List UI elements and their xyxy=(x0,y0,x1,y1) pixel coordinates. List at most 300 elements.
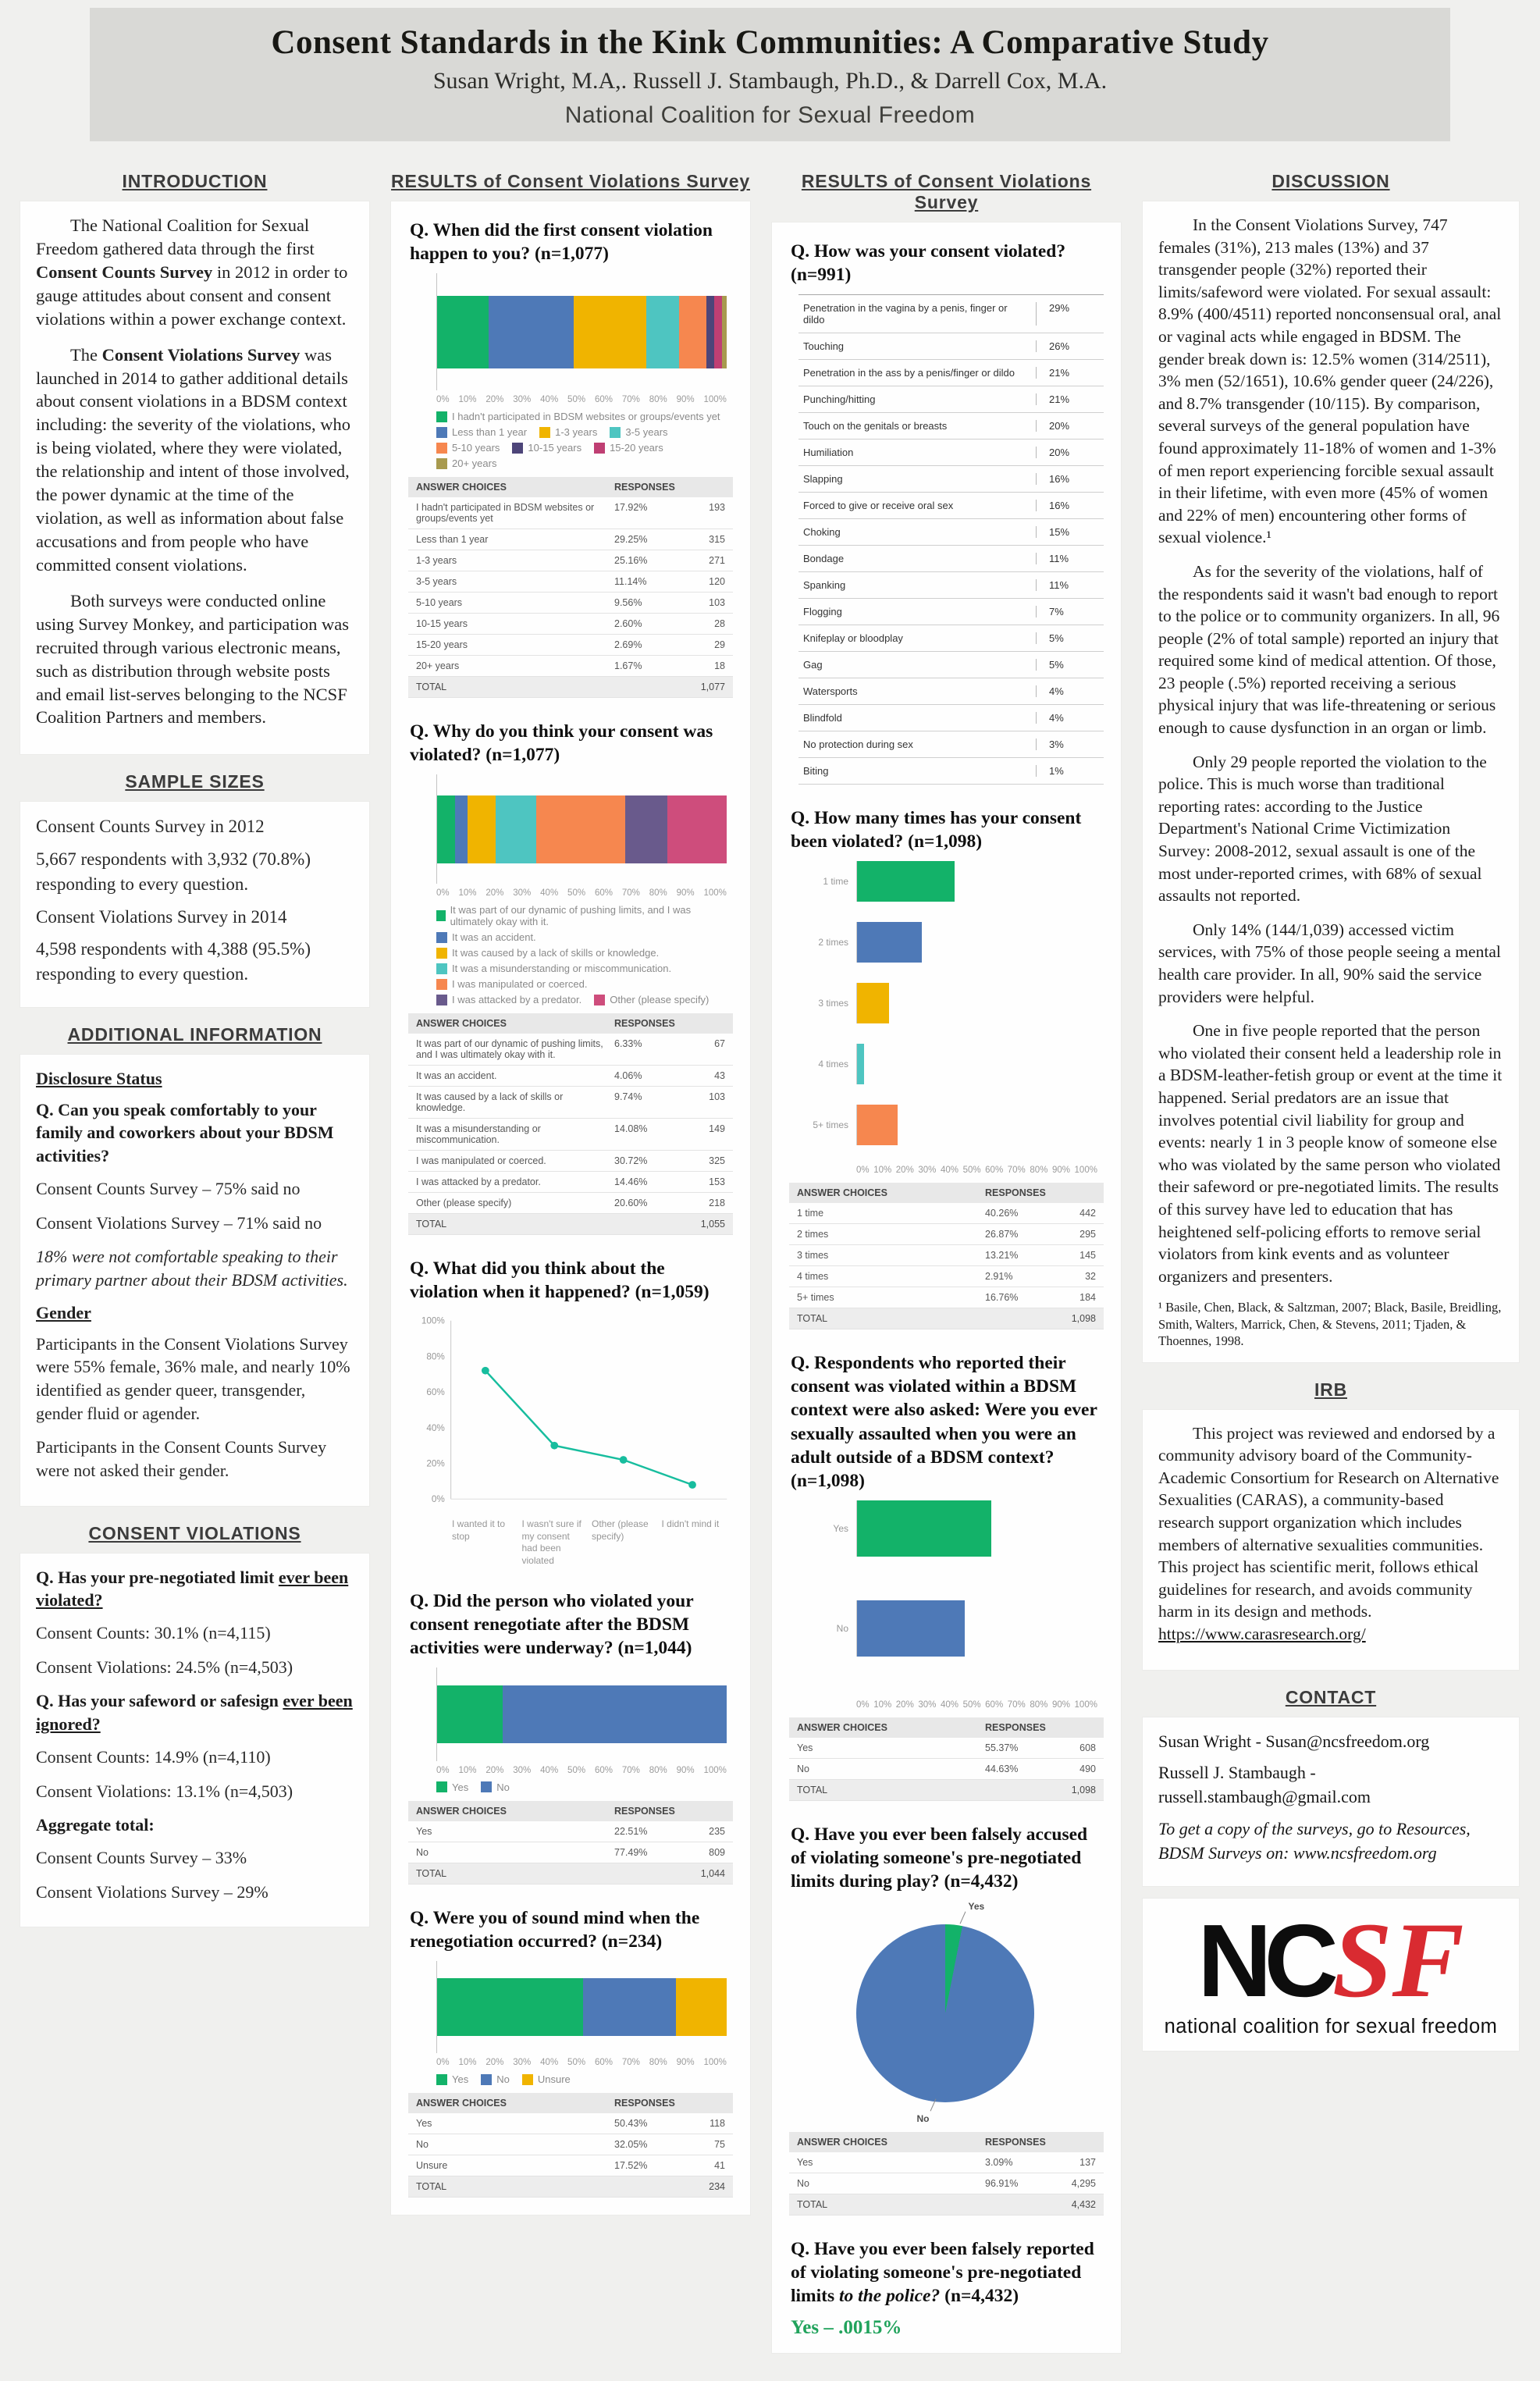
legend-item xyxy=(436,947,659,959)
violation-type-percent: 21% xyxy=(1036,393,1099,405)
legend-item xyxy=(594,994,709,1005)
axis-tick-label: 60% xyxy=(594,395,613,405)
legend-swatch-icon xyxy=(436,1781,447,1792)
bar-segment xyxy=(676,1978,727,2035)
answer-count: 41 xyxy=(714,2160,725,2172)
bar-segment xyxy=(489,296,574,368)
violation-type-percent: 5% xyxy=(1036,632,1099,644)
violation-type-percent: 11% xyxy=(1036,553,1099,564)
legend-swatch-icon xyxy=(481,1781,492,1792)
axis-tick-label: 100% xyxy=(703,1765,727,1775)
violation-type-label: Slapping xyxy=(803,473,843,486)
introduction-paragraph xyxy=(36,589,354,730)
axis-tick-label: 0% xyxy=(856,1699,870,1710)
axis-tick-label: 20% xyxy=(485,395,504,405)
answer-label: 2 times xyxy=(797,1229,829,1240)
x-axis xyxy=(856,1700,1097,1710)
bar-track xyxy=(856,1105,1099,1145)
poster-authors: Susan Wright, M.A,. Russell J. Stambaugh, Ph.D., & Darrell Cox, M.A. xyxy=(432,68,1108,94)
svg-text:80%: 80% xyxy=(426,1351,445,1362)
contact-line: Russell J. Stambaugh - russell.stambaugh@gmail.com xyxy=(1158,1763,1371,1807)
svg-text:20%: 20% xyxy=(426,1458,445,1469)
answer-percent: 2.91% xyxy=(985,1271,1013,1283)
violation-type-label: Gag xyxy=(803,659,823,671)
answer-percent: 32.05% xyxy=(614,2139,648,2151)
violation-type-percent: 3% xyxy=(1036,739,1099,750)
table-total-row xyxy=(789,2194,1104,2216)
legend-item xyxy=(436,457,496,469)
answer-count: 75 xyxy=(714,2139,725,2151)
answer-label: 3-5 years xyxy=(416,576,457,588)
x-axis xyxy=(436,888,727,898)
results-card-2 xyxy=(772,222,1121,2353)
column-introduction xyxy=(20,154,369,1927)
bar-segment xyxy=(667,795,727,863)
answer-label: No xyxy=(797,2178,809,2190)
violation-type-percent: 7% xyxy=(1036,606,1099,617)
total-value: 1,044 xyxy=(700,1867,725,1879)
table-total-row xyxy=(789,1308,1104,1329)
axis-tick-label: 10% xyxy=(873,1699,892,1710)
axis-tick-label: 80% xyxy=(649,2058,667,2068)
answer-count: 103 xyxy=(709,1091,725,1103)
table-row xyxy=(798,731,1104,758)
x-axis xyxy=(436,395,727,404)
answer-count: 120 xyxy=(709,576,725,588)
violation-type-percent: 15% xyxy=(1036,526,1099,538)
sample-size-line: 5,667 respondents with 3,932 (70.8%) responding to every question. xyxy=(36,849,311,894)
table-row xyxy=(798,599,1104,625)
table-row xyxy=(408,529,733,550)
answer-count: 295 xyxy=(1079,1229,1096,1240)
answer-count: 153 xyxy=(709,1176,725,1188)
table-row xyxy=(789,1245,1104,1266)
table-row xyxy=(798,546,1104,572)
legend-item xyxy=(436,931,536,943)
legend-item xyxy=(436,426,527,438)
category-label: 4 times xyxy=(818,1059,848,1070)
legend-swatch-icon xyxy=(436,411,447,422)
answer-percent: 29.25% xyxy=(614,534,648,546)
legend-swatch-icon xyxy=(436,2074,447,2085)
answer-percent: 25.16% xyxy=(614,555,648,567)
question-title: Q. Have you ever been falsely accused of violating someone's pre-negotiated limits during play? (n=4,432) xyxy=(791,1824,1088,1892)
legend-label: Other (please specify) xyxy=(610,994,710,1006)
category-label: I wanted it to stop xyxy=(452,1518,506,1542)
bar-segment xyxy=(714,296,722,368)
axis-tick-label: 20% xyxy=(895,1166,914,1176)
answer-count: 809 xyxy=(709,1846,725,1858)
violation-types-table xyxy=(798,294,1104,785)
category-label: I wasn't sure if my consent had been violated xyxy=(521,1518,582,1567)
limit-violated-result: Consent Counts: 30.1% (n=4,115) xyxy=(36,1623,271,1643)
total-label: TOTAL xyxy=(797,1313,828,1325)
answer-percent: 20.60% xyxy=(614,1198,648,1209)
total-label: TOTAL xyxy=(416,1219,447,1230)
text-segment: in 2012 in order to gauge attitudes about consent and consent violations within a power exchange context. xyxy=(36,262,348,329)
contact-line: Susan Wright - Susan@ncsfreedom.org xyxy=(1158,1731,1430,1751)
answer-table xyxy=(408,1801,733,1885)
axis-tick-label: 40% xyxy=(540,1765,559,1775)
axis-tick-label: 90% xyxy=(676,2058,695,2068)
axis-tick-label: 0% xyxy=(436,2058,450,2068)
axis-tick-label: 40% xyxy=(540,888,559,899)
table-row xyxy=(789,2152,1104,2173)
table-row xyxy=(408,550,733,571)
table-row xyxy=(408,1119,733,1151)
table-row xyxy=(789,1738,1104,1759)
text-segment: Q. Has your safeword or safesign xyxy=(36,1691,283,1711)
caras-link[interactable]: https://www.carasresearch.org/ xyxy=(1158,1624,1366,1643)
violation-type-label: Penetration in the vagina by a penis, finger or dildo xyxy=(803,302,1008,326)
axis-tick-label: 30% xyxy=(918,1166,937,1176)
answer-percent: 9.74% xyxy=(614,1091,642,1103)
sample-sizes-card xyxy=(20,802,369,1006)
introduction-paragraph xyxy=(36,343,354,577)
violation-type-label: Forced to give or receive oral sex xyxy=(803,500,954,512)
bar-segment xyxy=(646,296,678,368)
axis-tick-label: 10% xyxy=(873,1166,892,1176)
table-row xyxy=(798,678,1104,705)
horizontal-bar-chart xyxy=(788,861,1099,1145)
answer-percent: 4.06% xyxy=(614,1070,642,1082)
bar-segment xyxy=(437,1978,583,2035)
consent-violations-card xyxy=(20,1554,369,1927)
answer-label: Yes xyxy=(416,1825,432,1837)
axis-tick-label: 20% xyxy=(895,1699,914,1710)
pie-slice-label-yes: Yes xyxy=(968,1901,985,1913)
bar-track xyxy=(856,1044,1099,1084)
poster-header xyxy=(90,8,1450,141)
legend-item xyxy=(481,1781,510,1793)
legend-item xyxy=(436,978,587,990)
answer-table xyxy=(789,1717,1104,1801)
answer-label: It was caused by a lack of skills or knowledge. xyxy=(416,1091,564,1114)
answer-count: 145 xyxy=(1079,1250,1096,1262)
answer-label: It was part of our dynamic of pushing limits, and I was ultimately okay with it. xyxy=(416,1038,603,1061)
violation-type-percent: 20% xyxy=(1036,420,1099,432)
axis-tick-label: 90% xyxy=(676,888,695,899)
discussion-paragraph: As for the severity of the violations, half of the respondents said it wasn't bad enough to report to the police or to community organizers. In all, 96 people (2% of total sample) reported an injury that required some kind of medical attention. Of those, 23 people (.5%) reported receiving a serious physical injury that was life-threatening or serious enough to cause dysfunction in an organ or limb. xyxy=(1158,561,1500,738)
text-segment: ever been ignored? xyxy=(36,1691,353,1735)
column-header-answer-choices: ANSWER CHOICES xyxy=(416,1805,507,1817)
table-row xyxy=(798,625,1104,652)
violation-type-label: Touching xyxy=(803,340,845,353)
total-label: TOTAL xyxy=(416,682,447,693)
poster-title: Consent Standards in the Kink Communities: A Comparative Study xyxy=(271,24,1269,61)
additional-information-card xyxy=(20,1055,369,1506)
axis-tick-label: 100% xyxy=(703,395,727,405)
column-header-answer-choices: ANSWER CHOICES xyxy=(416,482,507,493)
answer-label: 3 times xyxy=(797,1250,829,1262)
answer-count: 315 xyxy=(709,534,725,546)
table-row xyxy=(789,1224,1104,1245)
legend-swatch-icon xyxy=(512,443,523,454)
bar-segment xyxy=(706,296,714,368)
axis-tick-label: 70% xyxy=(1007,1699,1026,1710)
bar-track xyxy=(856,983,1099,1023)
answer-count: 29 xyxy=(714,639,725,651)
sample-size-line: Consent Violations Survey in 2014 xyxy=(36,906,287,927)
legend-swatch-icon xyxy=(436,948,447,959)
answer-percent: 16.76% xyxy=(985,1292,1019,1304)
axis-tick-label: 0% xyxy=(436,888,450,899)
legend-item xyxy=(539,426,597,438)
violation-type-label: No protection during sex xyxy=(803,739,913,751)
pie-leader-line xyxy=(959,1912,966,1924)
bar xyxy=(857,922,922,963)
introduction-heading: INTRODUCTION xyxy=(122,171,268,191)
table-row xyxy=(408,1842,733,1863)
legend-label: It was a misunderstanding or miscommunication. xyxy=(452,963,672,975)
axis-tick-label: 50% xyxy=(567,888,586,899)
legend-label: 10-15 years xyxy=(528,442,582,454)
bar xyxy=(857,1105,898,1145)
violation-type-label: Blindfold xyxy=(803,712,842,724)
legend-swatch-icon xyxy=(594,995,605,1005)
x-axis xyxy=(436,2058,727,2067)
irb-heading: IRB xyxy=(1314,1379,1347,1400)
answer-percent: 22.51% xyxy=(614,1825,648,1837)
sample-size-line: Consent Counts Survey in 2012 xyxy=(36,817,265,837)
irb-text xyxy=(1158,1422,1503,1646)
table-row xyxy=(789,1759,1104,1780)
answer-label: No xyxy=(416,2139,429,2151)
violation-type-percent: 4% xyxy=(1036,685,1099,697)
table-row xyxy=(798,493,1104,519)
column-header-answer-choices: ANSWER CHOICES xyxy=(797,1187,887,1199)
answer-label: 5-10 years xyxy=(416,597,463,609)
total-label: TOTAL xyxy=(416,1867,447,1879)
total-label: TOTAL xyxy=(797,1784,828,1796)
legend-label: 15-20 years xyxy=(610,442,663,454)
legend-label: Less than 1 year xyxy=(452,426,528,439)
stacked-bar-plot xyxy=(436,1667,727,1761)
answer-label: I was manipulated or coerced. xyxy=(416,1155,546,1167)
answer-percent: 9.56% xyxy=(614,597,642,609)
bar xyxy=(857,1044,864,1084)
axis-tick-label: 10% xyxy=(458,888,477,899)
aggregate-total-result: Consent Counts Survey – 33% xyxy=(36,1847,247,1867)
legend-item xyxy=(436,963,671,974)
answer-label: It was a misunderstanding or miscommunication. xyxy=(416,1123,541,1146)
table-row xyxy=(408,1066,733,1087)
bar-row xyxy=(788,983,1099,1023)
axis-tick-label: 70% xyxy=(621,2058,640,2068)
logo-sf-text: SF xyxy=(1332,1899,1464,2020)
table-total-row xyxy=(789,1780,1104,1801)
axis-tick-label: 40% xyxy=(540,2058,559,2068)
table-header-row xyxy=(408,1801,733,1821)
table-row xyxy=(408,497,733,529)
question-title: Q. What did you think about the violation when it happened? (n=1,059) xyxy=(410,1258,710,1303)
category-label: Yes xyxy=(833,1522,848,1534)
table-row xyxy=(798,705,1104,731)
table-row xyxy=(408,1087,733,1119)
question-title: Q. Did the person who violated your consent renegotiate after the BDSM activities were underway? (n=1,044) xyxy=(410,1590,694,1658)
answer-label: 10-15 years xyxy=(416,618,468,630)
discussion-paragraph: Only 14% (144/1,039) accessed victim services, with 75% of those people seeing a mental health care provider. In all, 90% said the service providers were helpful. xyxy=(1158,920,1501,1006)
table-row xyxy=(408,571,733,593)
legend-label: I was manipulated or coerced. xyxy=(452,978,588,991)
column-header-answer-choices: ANSWER CHOICES xyxy=(416,1018,507,1030)
gender-paragraph: Participants in the Consent Counts Survey were not asked their gender. xyxy=(36,1437,327,1481)
violation-type-percent: 5% xyxy=(1036,659,1099,671)
answer-label: I hadn't participated in BDSM websites or groups/events yet xyxy=(416,502,595,525)
answer-count: 490 xyxy=(1079,1763,1096,1774)
total-label: TOTAL xyxy=(416,2181,447,2193)
table-row xyxy=(798,413,1104,440)
axis-tick-label: 90% xyxy=(676,1765,695,1775)
table-row xyxy=(408,2113,733,2134)
legend-item xyxy=(436,904,733,927)
answer-percent: 55.37% xyxy=(985,1742,1019,1753)
limit-violated-question xyxy=(36,1566,354,1612)
table-row xyxy=(408,635,733,656)
table-header-row xyxy=(408,2093,733,2113)
answer-label: Yes xyxy=(416,2118,432,2130)
column-results-2 xyxy=(772,154,1121,2353)
axis-tick-label: 10% xyxy=(458,395,477,405)
contact-italic-note: To get a copy of the surveys, go to Resources, BDSM Surveys on: www.ncsfreedom.org xyxy=(1158,1818,1471,1863)
question-title: Q. How many times has your consent been violated? (n=1,098) xyxy=(791,808,1082,852)
table-row xyxy=(789,2173,1104,2194)
category-label: 3 times xyxy=(818,998,848,1009)
total-label: TOTAL xyxy=(797,2199,828,2211)
legend-item xyxy=(481,2073,510,2085)
legend-label: Yes xyxy=(452,1781,469,1793)
bar-segment xyxy=(496,795,536,863)
disclosure-status-subheading: Disclosure Status xyxy=(36,1068,162,1088)
answer-label: Yes xyxy=(797,1742,813,1753)
answer-percent: 3.09% xyxy=(985,2157,1013,2169)
answer-label: 1-3 years xyxy=(416,555,457,567)
ncsf-logo-mark xyxy=(1147,1899,1514,2020)
bar-track xyxy=(856,1600,1099,1657)
bar-track xyxy=(856,1500,1099,1557)
sample-size-line: 4,598 respondents with 4,388 (95.5%) responding to every question. xyxy=(36,939,311,984)
table-row xyxy=(798,386,1104,413)
discussion-paragraph: Only 29 people reported the violation to the police. This is much worse than traditional reporting rates: according to the Justice Department's National Crime Victimization Survey: 2008-2012, sexual assault is one of the most under-reported crimes, with 68% of sexual assaults not reported. xyxy=(1158,752,1487,906)
axis-tick-label: 70% xyxy=(1007,1166,1026,1176)
text-segment: Q. Have you ever been falsely reported of violating someone's pre-negotiated limits xyxy=(791,2239,1094,2307)
table-row xyxy=(408,593,733,614)
legend-label: It was an accident. xyxy=(452,931,536,944)
answer-count: 193 xyxy=(709,502,725,514)
axis-tick-label: 100% xyxy=(703,2058,727,2068)
line-chart xyxy=(407,1312,734,1514)
gender-subheading: Gender xyxy=(36,1302,91,1322)
legend-item xyxy=(436,994,582,1005)
question-title: Q. Why do you think your consent was violated? (n=1,077) xyxy=(410,721,713,766)
legend-swatch-icon xyxy=(539,427,550,438)
bar-segment xyxy=(437,795,455,863)
column-header-responses: RESPONSES xyxy=(614,1805,675,1817)
table-row xyxy=(408,656,733,677)
line-chart-category-labels xyxy=(452,1518,731,1567)
table-row xyxy=(408,2134,733,2155)
table-total-row xyxy=(408,2176,733,2198)
answer-count: 271 xyxy=(709,555,725,567)
discussion-footnote: ¹ Basile, Chen, Black, & Saltzman, 2007; Black, Basile, Breidling, Smith, Walters, Marrick, Chen, & Stevens, 2011; Tjaden, & Thoennes, 1998. xyxy=(1158,1300,1502,1349)
legend-item xyxy=(436,2073,468,2085)
table-row xyxy=(798,333,1104,360)
legend-swatch-icon xyxy=(436,443,447,454)
legend-label: 1-3 years xyxy=(555,426,598,439)
answer-label: 15-20 years xyxy=(416,639,468,651)
table-header-row xyxy=(408,1013,733,1034)
horizontal-bar-chart xyxy=(788,1500,1099,1657)
poster-organization: National Coalition for Sexual Freedom xyxy=(564,102,976,128)
bar-track xyxy=(856,861,1099,902)
axis-tick-label: 80% xyxy=(1030,1166,1048,1176)
bar-row xyxy=(788,1105,1099,1145)
answer-count: 67 xyxy=(714,1038,725,1050)
total-value: 1,098 xyxy=(1071,1313,1096,1325)
legend-swatch-icon xyxy=(436,979,447,990)
axis-tick-label: 30% xyxy=(918,1699,937,1710)
question-title: Q. How was your consent violated? (n=991) xyxy=(791,241,1066,286)
column-header-responses: RESPONSES xyxy=(614,2098,675,2109)
bar-segment xyxy=(625,795,667,863)
results-card-1 xyxy=(391,201,750,2215)
sample-sizes-heading: SAMPLE SIZES xyxy=(125,771,265,792)
violation-type-label: Knifeplay or bloodplay xyxy=(803,632,903,645)
stacked-bar xyxy=(437,1685,727,1743)
table-row xyxy=(798,440,1104,466)
text-segment: to the police? xyxy=(839,2286,941,2307)
bar xyxy=(857,1500,991,1557)
total-value: 1,055 xyxy=(700,1219,725,1230)
x-axis xyxy=(436,1766,727,1775)
table-row xyxy=(408,1172,733,1193)
column-header-answer-choices: ANSWER CHOICES xyxy=(797,2137,887,2148)
violation-type-percent: 29% xyxy=(1036,302,1099,326)
answer-percent: 6.33% xyxy=(614,1038,642,1050)
legend-swatch-icon xyxy=(610,427,621,438)
axis-tick-label: 0% xyxy=(436,1765,450,1775)
violation-type-label: Penetration in the ass by a penis/finger or dildo xyxy=(803,367,1015,379)
answer-percent: 14.08% xyxy=(614,1123,648,1135)
axis-tick-label: 30% xyxy=(513,2058,532,2068)
axis-tick-label: 50% xyxy=(962,1699,981,1710)
axis-tick-label: 30% xyxy=(513,1765,532,1775)
answer-label: 4 times xyxy=(797,1271,829,1283)
axis-tick-label: 20% xyxy=(485,2058,504,2068)
column-header-answer-choices: ANSWER CHOICES xyxy=(797,1721,887,1733)
axis-tick-label: 30% xyxy=(513,888,532,899)
contact-heading: CONTACT xyxy=(1285,1686,1377,1707)
answer-count: 4,295 xyxy=(1071,2178,1096,2190)
legend-swatch-icon xyxy=(594,443,605,454)
answer-count: 43 xyxy=(714,1070,725,1082)
category-label: Other (please specify) xyxy=(592,1518,649,1542)
axis-tick-label: 60% xyxy=(594,1765,613,1775)
contact-card xyxy=(1143,1717,1519,1886)
answer-count: 149 xyxy=(709,1123,725,1135)
axis-tick-label: 90% xyxy=(676,395,695,405)
answer-count: 28 xyxy=(714,618,725,630)
table-row xyxy=(789,1203,1104,1224)
answer-table xyxy=(408,477,733,698)
legend-label: It was caused by a lack of skills or knowledge. xyxy=(452,947,660,959)
text-segment: (n=4,432) xyxy=(940,2286,1019,2307)
bar-row xyxy=(788,922,1099,963)
category-label: 5+ times xyxy=(813,1119,848,1131)
column-header-answer-choices: ANSWER CHOICES xyxy=(416,2098,507,2109)
table-header-row xyxy=(789,2132,1104,2152)
answer-percent: 13.21% xyxy=(985,1250,1019,1262)
